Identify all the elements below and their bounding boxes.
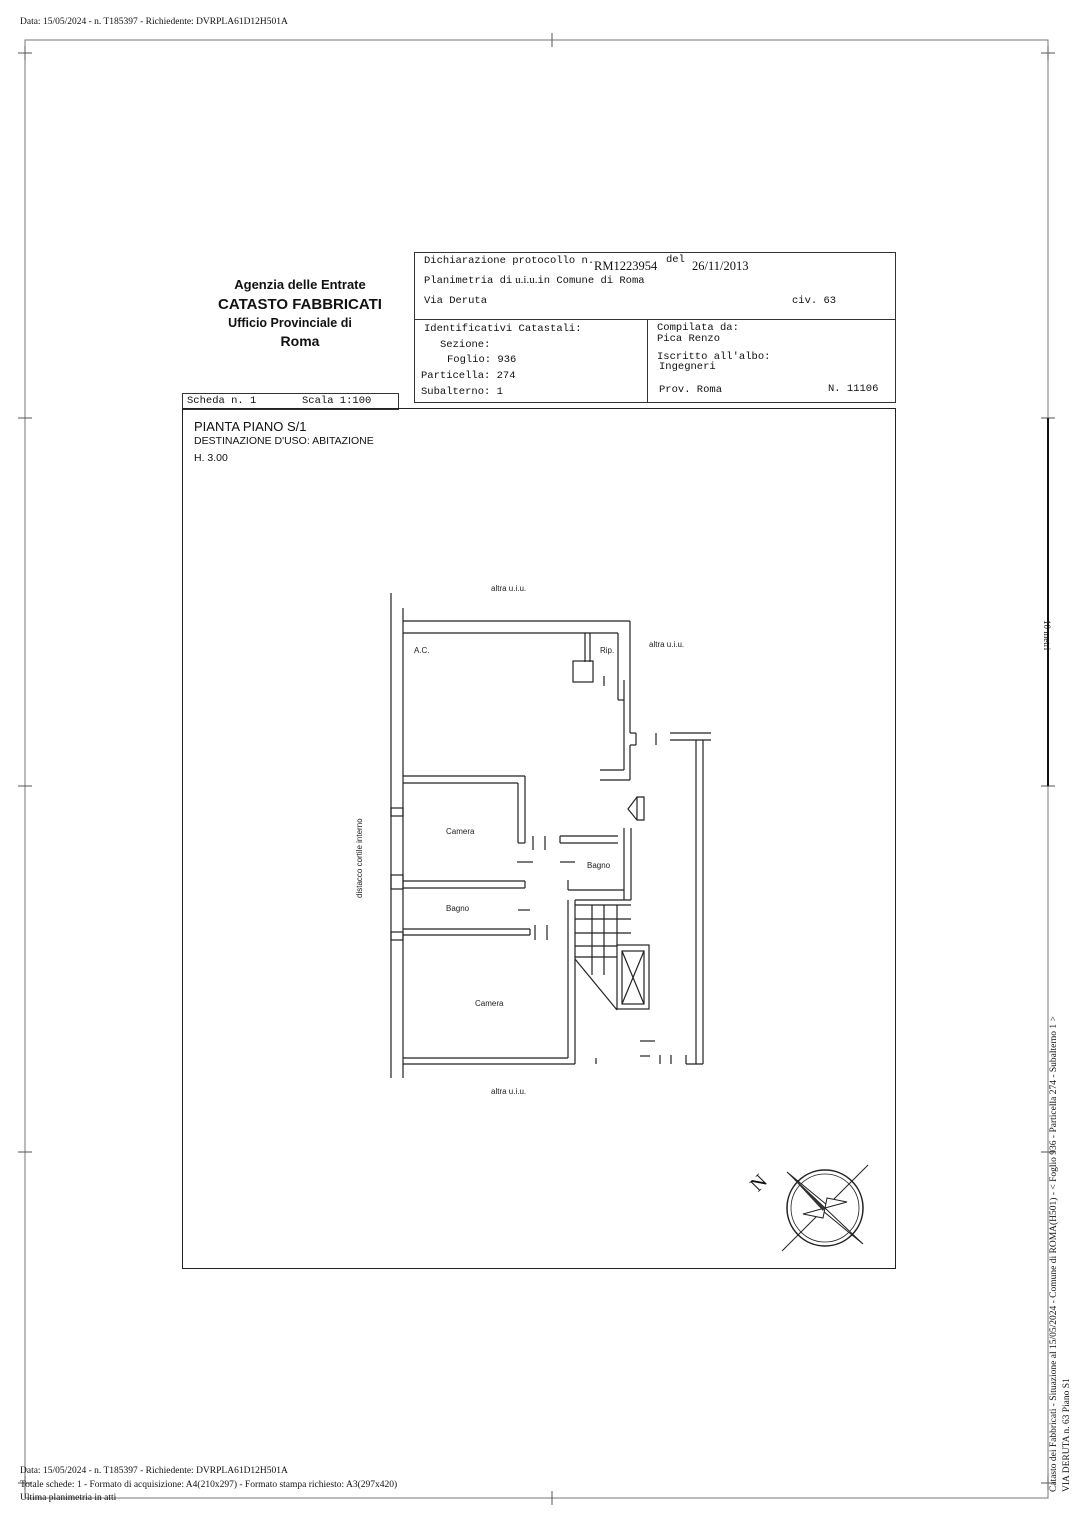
particella: Particella: 274 — [421, 370, 516, 382]
side-text-line1: Catasto dei Fabbricati - Situazione al 15/05/2024 - Comune di ROMA(H501) - < Foglio 936 - Particella 274 - Subalterno 1 > — [1049, 1016, 1059, 1492]
room-camera-2: Camera — [475, 999, 504, 1008]
room-ac: A.C. — [414, 646, 430, 655]
foglio: Foglio: 936 — [447, 354, 517, 366]
registration-number: N. 11106 — [828, 383, 879, 395]
province: Prov. Roma — [659, 384, 723, 396]
footer-line3: Ultima planimetria in atti — [20, 1493, 117, 1503]
ufficio-city: Roma — [280, 333, 320, 349]
side-text-line2: VIA DERUTA n. 63 Piano S1 — [1062, 1378, 1072, 1492]
room-camera-1: Camera — [446, 827, 475, 836]
footer-line1: Data: 15/05/2024 - n. T185397 - Richiedente: DVRPLA61D12H501A — [20, 1466, 288, 1476]
header-line: Data: 15/05/2024 - n. T185397 - Richiedente: DVRPLA61D12H501A — [20, 17, 288, 27]
compass-rose-icon — [745, 1160, 875, 1270]
footer-line2: Totale schede: 1 - Formato di acquisizione: A4(210x297) - Formato stampa richiesto: A3(297x420) — [20, 1480, 398, 1490]
ufficio-label: Ufficio Provinciale di — [228, 316, 352, 330]
planimetria-prefix: Planimetria di — [424, 275, 513, 287]
compiler-name: Pica Renzo — [657, 333, 721, 345]
destination-use: DESTINAZIONE D'USO: ABITAZIONE — [194, 435, 374, 447]
agency-name: Agenzia delle Entrate — [234, 277, 366, 292]
label-altra-right: altra u.i.u. — [649, 640, 685, 649]
compilata-label: Compilata da: — [657, 322, 739, 334]
planimetria-uiu: u.i.u. — [515, 274, 538, 286]
catasto-title: CATASTO FABBRICATI — [218, 296, 382, 313]
label-altra-bottom: altra u.i.u. — [491, 1087, 527, 1096]
address: Via Deruta — [424, 295, 488, 307]
declaration-date: 26/11/2013 — [692, 259, 749, 273]
iscritto-label: Iscritto all'albo: — [657, 351, 771, 363]
protocol-number: RM1223954 — [594, 259, 658, 273]
compass-north-letter: N — [745, 1170, 772, 1197]
civic-number: civ. 63 — [792, 295, 837, 307]
ceiling-height: H. 3.00 — [194, 452, 228, 464]
identifiers-title: Identificativi Catastali: — [424, 323, 582, 335]
label-altra-top: altra u.i.u. — [491, 584, 527, 593]
room-bagno-1: Bagno — [587, 861, 611, 870]
scale-label: Scala 1:100 — [302, 395, 372, 407]
scheda-number: Scheda n. 1 — [187, 395, 257, 407]
label-distacco: distacco cortile interno — [355, 818, 364, 898]
subalterno: Subalterno: 1 — [421, 386, 503, 398]
room-rip: Rip. — [600, 646, 615, 655]
sezione: Sezione: — [440, 339, 491, 351]
scale-bar-label: 10 metri — [1042, 620, 1052, 651]
planimetria-suffix: in Comune di Roma — [537, 275, 645, 287]
plan-title: PIANTA PIANO S/1 — [194, 419, 307, 434]
del-label: del — [666, 254, 685, 266]
room-bagno-2: Bagno — [446, 904, 470, 913]
albo: Ingegneri — [659, 361, 716, 373]
protocol-label: Dichiarazione protocollo n. — [424, 255, 595, 267]
